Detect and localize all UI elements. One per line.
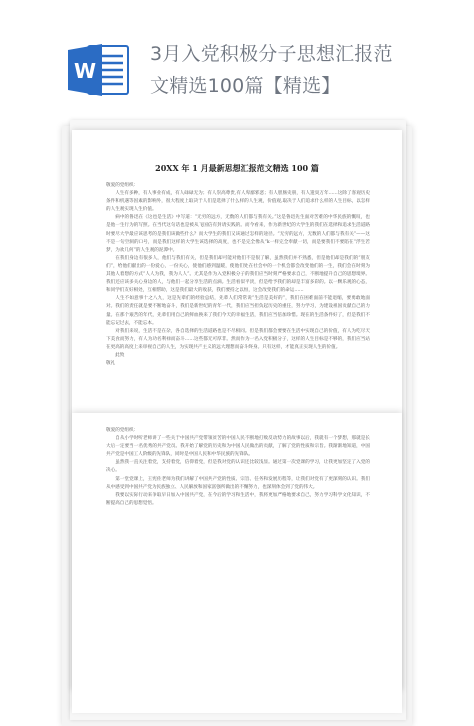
svg-text:W: W [73,59,97,83]
title-line-1: 3月入党积极分子思想汇报范 [150,43,393,65]
salutation: 敬爱的党组织： [106,183,139,188]
word-document-icon [68,42,130,98]
document-title: 20XX 年 1 月最新思想汇报范文精选 100 篇 [155,163,319,173]
closing: 敬礼 [106,361,116,367]
page-title [150,38,450,102]
paragraph: 对我们来说，生活不是在杂，各自选择的生活道路也是不尽相同。但是我们都会要要在生活中实现自己的价值，有人为吃尽天下美食而努力，有人为功名利禄而奋斗……这些都无可厚非。然而作为一名入党积极分子，这样的人生目标是不够的，我们应当站在更高的高度上来审视自己的人生，为实现共产主义的远大理想而奋斗终身。只有这样，才能真正实现人生的价值。 [106,328,370,350]
document-body [106,182,370,368]
salutation: 敬爱的党组织： [106,428,139,433]
paragraph: 第一堂党课上，王宪佐老师为我们讲解了中国共产党的性质、宗旨、任务和发展历程等，让我们对党有了更深刻的认识。我们从中感受到中国共产党为民族独立、人民解放和国家富强所做出的不懈努力，也深刻体会到了党的伟大。 [106,476,370,490]
paragraph: 我要以实际行动来争取早日加入中国共产党，在今后的学习和生活中，我将更加严格地要求自己，努力学习科学文化知识，不断提高自己的思想觉悟。 [106,492,370,506]
paragraph: 病中的鲁迅在《这也是生活》中写道：“无穷的远方，无数的人们都与我有关。”这是鲁迅先生面对苦难的中华民族的慨叹，也是他一生行为的写照。在当代这句话也是被从飞国信有封请实践的。而今看来，作为新世纪的大学生的我们在选择和追求生活道路时要尽大学最应该思考的是我们该做些什么？而大学生的我们又该通过怎样的途径。“无穷的远方，无数的人们都与我有关”——这不是一句空洞的口号，而是我们这样的大学生该选择的高度，也不是完全像从“k一样完全奉献一切，而是要我们不要陷在“浮生若梦，为欢几何”的人生观的泥潭中。 [106,215,370,253]
paragraph: 人生有多种，有人事业有成，有人碌碌无为；有人崇高尊贵,有人卑鄙邪恶；有人胆肠史册，有人遗臭万年……这除了客观历史条件和机遇等因素的影响外，很大程度上取决于人们是选择了什么样的人生观，价值观,取决于人们追求什么样的人生目标，以怎样的人生观实现人生价值。 [106,191,370,213]
paragraph: 人生不如意事十之八九，这是先辈们的经验总结，先辈人们常常说“生活是美好的”，我们在困难面前不能退缩，要勇敢地面对。我们的责任就是要不断地奋斗，我们是新世纪的青年一代，我们应当担负起历史的重任，努力学习，为建设祖国贡献自己的力量。在那个艰苦的年代，先辈们用自己的鲜血换来了我们今天的幸福生活，我们应当倍加珍惜。现在的生活条件好了，但是我们不能忘记过去，不能忘本。 [106,296,370,326]
document-body-2 [106,427,370,508]
paragraph: 自从小学时听老师讲了一些关于中国共产党带领贫苦的中国人民不断地打败反动势力的故事以后，我就有一个梦想，那就是长大后一定要当一名优秀的共产党员。我开始了解党的历史和为中国人民做出的贡献，了解了党的性质和宗旨。我渐渐地知道，中国共产党是中国工人阶级的先锋队，同时是中国人民和中华民族的先锋队。 [106,436,370,458]
document-page-2 [72,413,402,713]
paragraph: 虽然我一直关注着党，支持着党，信仰着党，但是我对党的认识还比较浅显。通过第一次党课的学习，让我更加坚定了入党的决心。 [106,460,370,474]
header [0,0,474,125]
paragraph: 在我们身边有很多人，他们与我们有关，但是我们却可能对他们不是很了解，虽然我们并不熟悉，但是他们却是我们的“朋友们”，给他们献出的一份爱心，一份关心，使他们感到温暖，使他们处在社会中的一个机会都会改变他们的一生，我们会在时刻为其他人着想的方式“人人为我，我为人人”。尤其是作为入党积极分子的我们应当时刻严格要求自己，不断地提升自己的思想境界。我们还应该多关心身边的人，与他们一起分享生活的点滴。生活看似平淡，但是给予我们的却是丰富多彩的。以一颗乐观的心态，和同学们友好相处，互相帮助，这是我们最大的收获，我们要持之以恒，这会改变我们的命运…… [106,255,370,294]
closing: 此致 [115,352,125,358]
document-preview [0,120,474,669]
title-line-2: 文精选100篇【精选】 [150,75,341,97]
